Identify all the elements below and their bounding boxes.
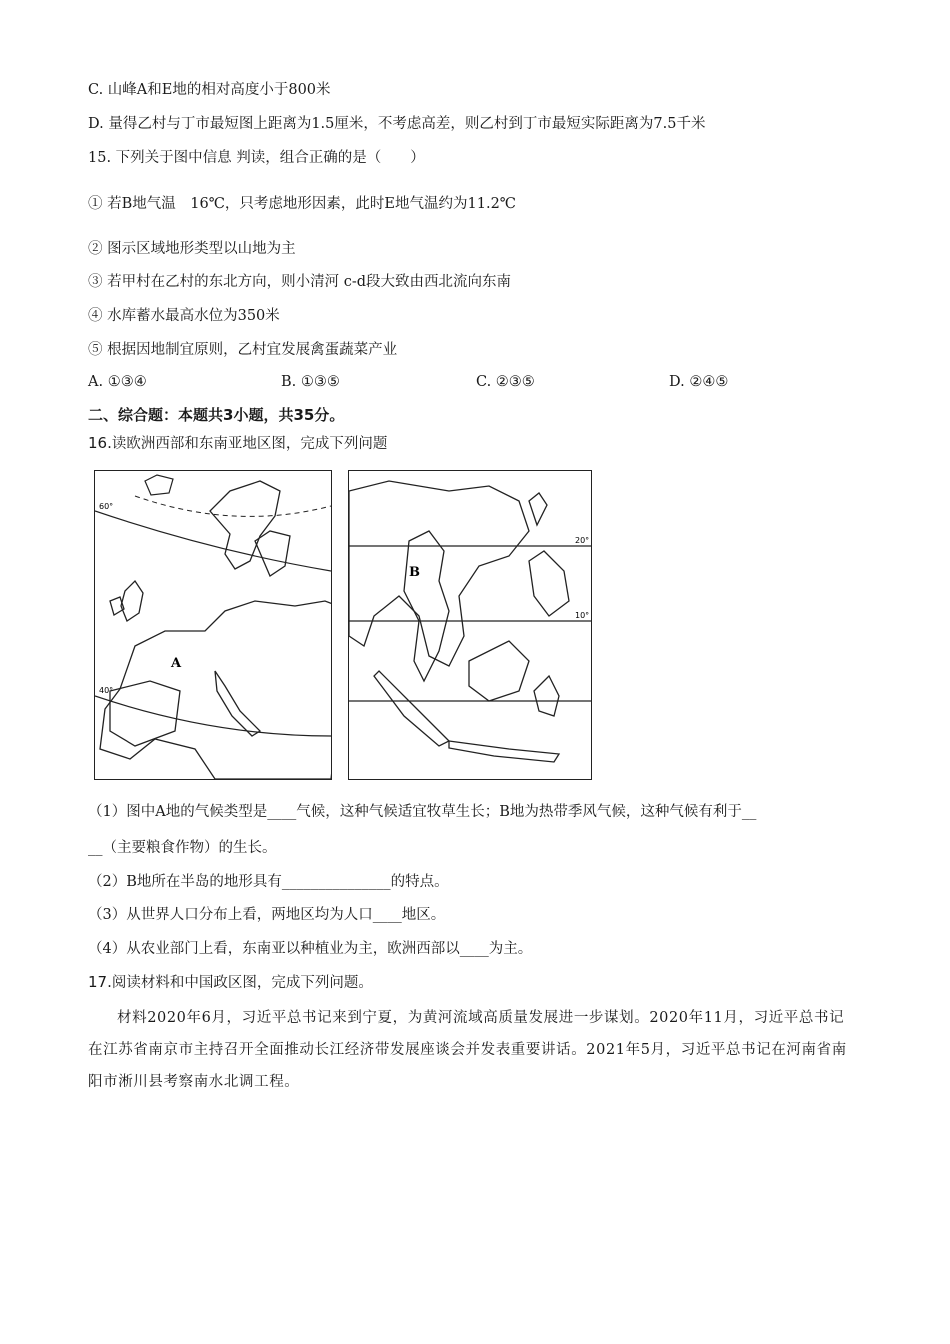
answer-option-b[interactable]: B. ①③⑤ [281,374,340,390]
answer-option-c[interactable]: C. ②③⑤ [476,374,535,390]
q16-part-4: （4）从农业部门上看，东南亚以种植业为主，欧洲西部以____为主。 [88,941,533,957]
option-c-line: C. 山峰A和E地的相对高度小于800米 [88,82,331,98]
statement-3: ③ 若甲村在乙村的东北方向，则小清河 c-d段大致由西北流向东南 [88,274,512,290]
statement-1: ① 若B地气温 16℃，只考虑地形因素，此时E地气温约为11.2℃ [88,196,517,212]
answer-option-d[interactable]: D. ②④⑤ [669,374,729,390]
q16-part-3: （3）从世界人口分布上看，两地区均为人口____地区。 [88,907,446,923]
southeast-asia-map-drawing [349,471,591,779]
question-16-stem [88,433,387,454]
lat-20-label: 20° [575,536,590,545]
section-heading: 二、综合题：本题共3小题，共35分。 [88,406,345,424]
q16-part-1a: （1）图中A地的气候类型是____气候，这种气候适宜牧草生长；B地为热带季风气候，这种气候有利于__ [88,804,757,820]
question-17-stem [88,972,373,993]
lat-10-label: 10° [575,611,590,620]
question-number: 16. [88,434,112,452]
q17-material: 材料2020年6月，习近平总书记来到宁夏，为黄河流域高质量发展进一步谋划。2020年11月，习近平总书记在江苏省南京市主持召开全面推动长江经济带发展座谈会并发表重要讲话。2021年5月，习近平总书记在河南省南阳市淅川县考察南水北调工程。 [88,1010,847,1090]
question-15-stem: 15. 下列关于图中信息 判读，组合正确的是（ ） [88,150,425,166]
southeast-asia-map [348,470,592,780]
lat-60-label: 60° [99,502,114,511]
statement-5: ⑤ 根据因地制宜原则，乙村宜发展禽蛋蔬菜产业 [88,342,398,358]
q16-part-1b: __（主要粮食作物）的生长。 [88,840,277,856]
statement-2: ② 图示区域地形类型以山地为主 [88,241,296,257]
lat-40-label: 40° [99,686,114,695]
point-b-label: B [409,565,420,580]
question-text: 阅读材料和中国政区图，完成下列问题。 [111,975,373,991]
statement-4: ④ 水库蓄水最高水位为350米 [88,308,280,324]
question-number: 17. [88,973,112,991]
europe-map [94,470,332,780]
question-text: 读欧洲西部和东南亚地区图，完成下列问题 [111,436,388,452]
europe-map-drawing [95,471,331,779]
q16-part-2: （2）B地所在半岛的地形具有_______________的特点。 [88,874,449,890]
answer-option-a[interactable]: A. ①③④ [88,374,147,390]
point-a-label: A [171,656,182,671]
option-d-line: D. 量得乙村与丁市最短图上距离为1.5厘米，不考虑高差，则乙村到丁市最短实际距离为7.5千米 [88,116,706,132]
